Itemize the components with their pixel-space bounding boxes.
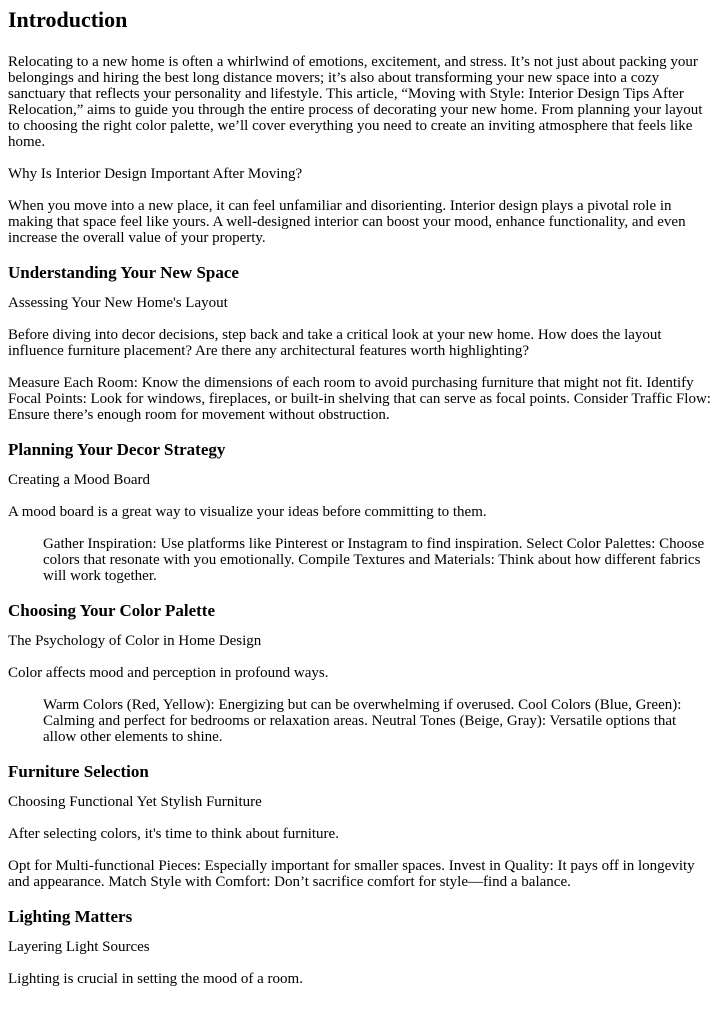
section-quote: Warm Colors (Red, Yellow): Energizing but can be overwhelming if overused. Cool Colors (Blue, Green): Calming and perfect for bedrooms or relaxation areas. Neutral Tones (Beige, Gray): Versatile options that allow other elements to shine.: [43, 697, 682, 745]
section-planning-decor: [8, 440, 712, 584]
section-subheading: The Psychology of Color in Home Design: [8, 633, 262, 649]
section-heading: Lighting Matters: [8, 907, 133, 926]
section-subheading: Layering Light Sources: [8, 939, 150, 955]
section-subheading: Creating a Mood Board: [8, 472, 151, 488]
section-paragraph: Before diving into decor decisions, step back and take a critical look at your new home. How does the layout influence furniture placement? Are there any architectural features worth highlighting?: [8, 327, 662, 359]
section-subheading: Assessing Your New Home's Layout: [8, 295, 228, 311]
article: [0, 7, 720, 987]
section-furniture-selection: [8, 762, 712, 890]
section-quote: Gather Inspiration: Use platforms like Pinterest or Instagram to find inspiration. Select Color Palettes: Choose colors that resonate with you emotionally. Compile Textures and Materials: Think about how different fabrics will work together.: [43, 536, 705, 584]
section-heading: Planning Your Decor Strategy: [8, 440, 226, 459]
section-heading: Understanding Your New Space: [8, 263, 239, 282]
section-list-text: Measure Each Room: Know the dimensions of each room to avoid purchasing furniture that might not fit. Identify Focal Points: Look for windows, fireplaces, or built-in shelving that can serve as focal points. Consider Traffic Flow: Ensure there’s enough room for movement without obstruction.: [8, 375, 711, 423]
section-paragraph: Color affects mood and perception in profound ways.: [8, 665, 329, 681]
section-paragraph: A mood board is a great way to visualize your ideas before committing to them.: [8, 504, 487, 520]
section-subheading: Choosing Functional Yet Stylish Furniture: [8, 794, 262, 810]
section-color-palette: [8, 601, 712, 745]
section-heading: Furniture Selection: [8, 762, 149, 781]
section-paragraph: After selecting colors, it's time to think about furniture.: [8, 826, 339, 842]
page-title: Introduction: [8, 7, 128, 32]
section-paragraph: Lighting is crucial in setting the mood of a room.: [8, 971, 303, 987]
section-understanding-space: [8, 263, 712, 423]
section-heading: Choosing Your Color Palette: [8, 601, 215, 620]
intro-paragraph: Relocating to a new home is often a whirlwind of emotions, excitement, and stress. It’s not just about packing your belongings and hiring the best long distance movers; it’s also about transforming your new space into a cozy sanctuary that reflects your personality and lifestyle. This article, “Moving with Style: Interior Design Tips After Relocation,” aims to guide you through the entire process of decorating your new home. From planning your layout to choosing the right color palette, we’ll cover everything you need to create an inviting atmosphere that feels like home.: [8, 54, 703, 150]
section-lighting: [8, 907, 712, 987]
why-paragraph: When you move into a new place, it can feel unfamiliar and disorienting. Interior design plays a pivotal role in making that space feel like yours. A well-designed interior can boost your mood, enhance functionality, and even increase the overall value of your property.: [8, 198, 686, 246]
section-list-text: Opt for Multi-functional Pieces: Especially important for smaller spaces. Invest in Quality: It pays off in longevity and appearance. Match Style with Comfort: Don’t sacrifice comfort for style—find a balance.: [8, 858, 695, 890]
why-heading: Why Is Interior Design Important After Moving?: [8, 166, 303, 182]
